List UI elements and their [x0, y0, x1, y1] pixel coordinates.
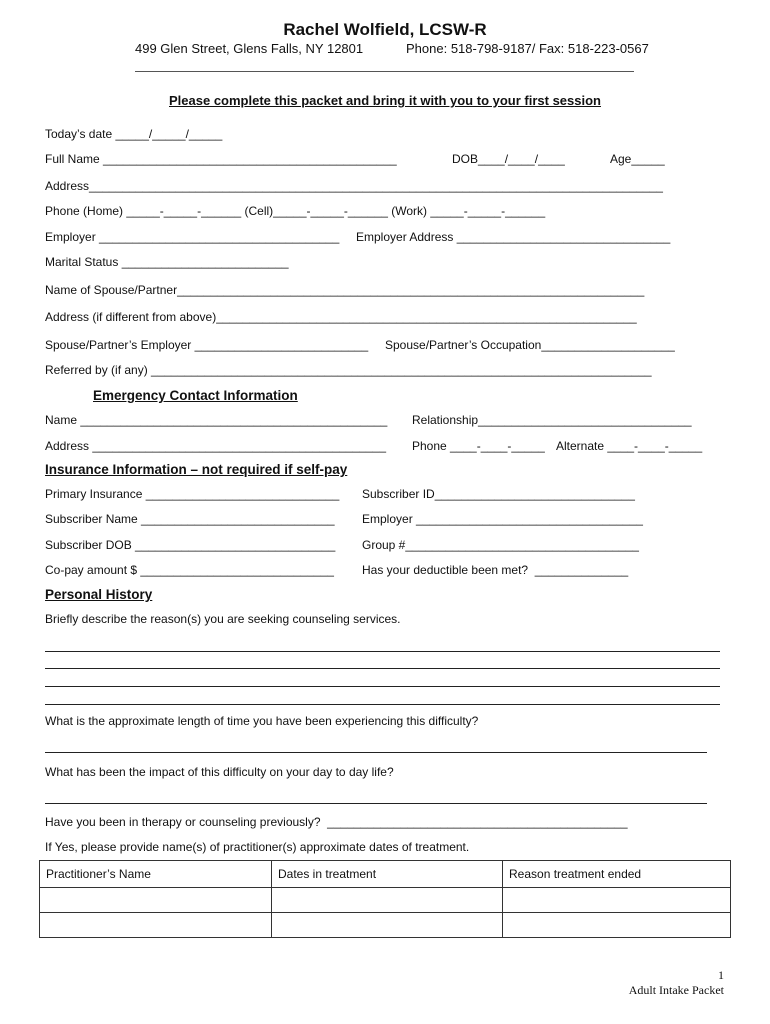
reason-answer-line[interactable] — [45, 704, 720, 705]
provider-address: 499 Glen Street, Glens Falls, NY 12801 — [135, 41, 364, 56]
personal-history-heading: Personal History — [45, 587, 153, 602]
reason-question: Briefly describe the reason(s) you are seeking counseling services. — [45, 612, 401, 626]
emergency-name-field[interactable]: Name ______________________________________________ — [45, 413, 388, 427]
header-divider — [135, 71, 634, 72]
todays-date-field[interactable]: Today’s date _____/_____/_____ — [45, 127, 223, 141]
referred-by-field[interactable]: Referred by (if any) ___________________________________________________________________________ — [45, 363, 652, 377]
emergency-phone-field[interactable]: Phone ____-____-_____ — [412, 439, 545, 453]
previous-therapy-field[interactable]: Have you been in therapy or counseling previously? _____________________________________________ — [45, 815, 628, 829]
table-cell[interactable] — [272, 913, 503, 938]
subscriber-dob-field[interactable]: Subscriber DOB ______________________________ — [45, 538, 336, 552]
impact-question: What has been the impact of this difficulty on your day to day life? — [45, 765, 394, 779]
length-answer-line[interactable] — [45, 752, 707, 753]
table-cell[interactable] — [503, 888, 731, 913]
employer-field[interactable]: Employer ____________________________________ — [45, 230, 340, 244]
table-cell[interactable] — [503, 913, 731, 938]
insurance-employer-field[interactable]: Employer __________________________________ — [362, 512, 643, 526]
dob-field[interactable]: DOB____/____/____ — [452, 152, 565, 166]
spouse-name-field[interactable]: Name of Spouse/Partner______________________________________________________________________ — [45, 283, 645, 297]
marital-status-field[interactable]: Marital Status _________________________ — [45, 255, 289, 269]
table-header-row — [40, 861, 731, 888]
table-cell[interactable] — [40, 913, 272, 938]
page-number: 1 — [718, 968, 724, 982]
impact-answer-line[interactable] — [45, 803, 707, 804]
table-cell[interactable] — [40, 888, 272, 913]
insurance-heading: Insurance Information – not required if self-pay — [45, 462, 348, 477]
document-title: Adult Intake Packet — [628, 983, 724, 997]
notice-text: Please complete this packet and bring it with you to your first session — [169, 93, 601, 108]
age-field[interactable]: Age_____ — [610, 152, 665, 166]
spouse-occupation-field[interactable]: Spouse/Partner’s Occupation____________________ — [385, 338, 675, 352]
length-question: What is the approximate length of time you have been experiencing this difficulty? — [45, 714, 479, 728]
address-field[interactable]: Address______________________________________________________________________________________ — [45, 179, 663, 193]
practitioner-table — [39, 860, 731, 938]
full-name-field[interactable]: Full Name ____________________________________________ — [45, 152, 397, 166]
spouse-employer-field[interactable]: Spouse/Partner’s Employer __________________________ — [45, 338, 369, 352]
emergency-contact-heading: Emergency Contact Information — [93, 388, 298, 403]
deductible-met-field[interactable]: Has your deductible been met? ______________ — [362, 563, 629, 577]
employer-address-field[interactable]: Employer Address ________________________________ — [356, 230, 671, 244]
emergency-alternate-field[interactable]: Alternate ____-____-_____ — [556, 439, 703, 453]
table-row — [40, 888, 731, 913]
table-header-cell: Reason treatment ended — [503, 861, 731, 888]
provider-name: Rachel Wolfield, LCSW-R — [283, 20, 487, 39]
reason-answer-line[interactable] — [45, 668, 720, 669]
table-cell[interactable] — [272, 888, 503, 913]
reason-answer-line[interactable] — [45, 651, 720, 652]
provider-phone-fax: Phone: 518-798-9187/ Fax: 518-223-0567 — [406, 41, 649, 56]
reason-answer-line[interactable] — [45, 686, 720, 687]
copay-amount-field[interactable]: Co-pay amount $ _____________________________ — [45, 563, 334, 577]
table-row — [40, 913, 731, 938]
group-number-field[interactable]: Group #___________________________________ — [362, 538, 639, 552]
spouse-address-field[interactable]: Address (if different from above)_______________________________________________________________ — [45, 310, 637, 324]
table-header-cell: Practitioner’s Name — [40, 861, 272, 888]
emergency-address-field[interactable]: Address ____________________________________________ — [45, 439, 387, 453]
practitioner-question: If Yes, please provide name(s) of practitioner(s) approximate dates of treatment. — [45, 840, 470, 854]
subscriber-id-field[interactable]: Subscriber ID______________________________ — [362, 487, 635, 501]
primary-insurance-field[interactable]: Primary Insurance _____________________________ — [45, 487, 340, 501]
subscriber-name-field[interactable]: Subscriber Name _____________________________ — [45, 512, 335, 526]
phone-field[interactable]: Phone (Home) _____-_____-______ (Cell)_____-_____-______ (Work) _____-_____-______ — [45, 204, 546, 218]
emergency-relationship-field[interactable]: Relationship________________________________ — [412, 413, 692, 427]
table-header-cell: Dates in treatment — [272, 861, 503, 888]
